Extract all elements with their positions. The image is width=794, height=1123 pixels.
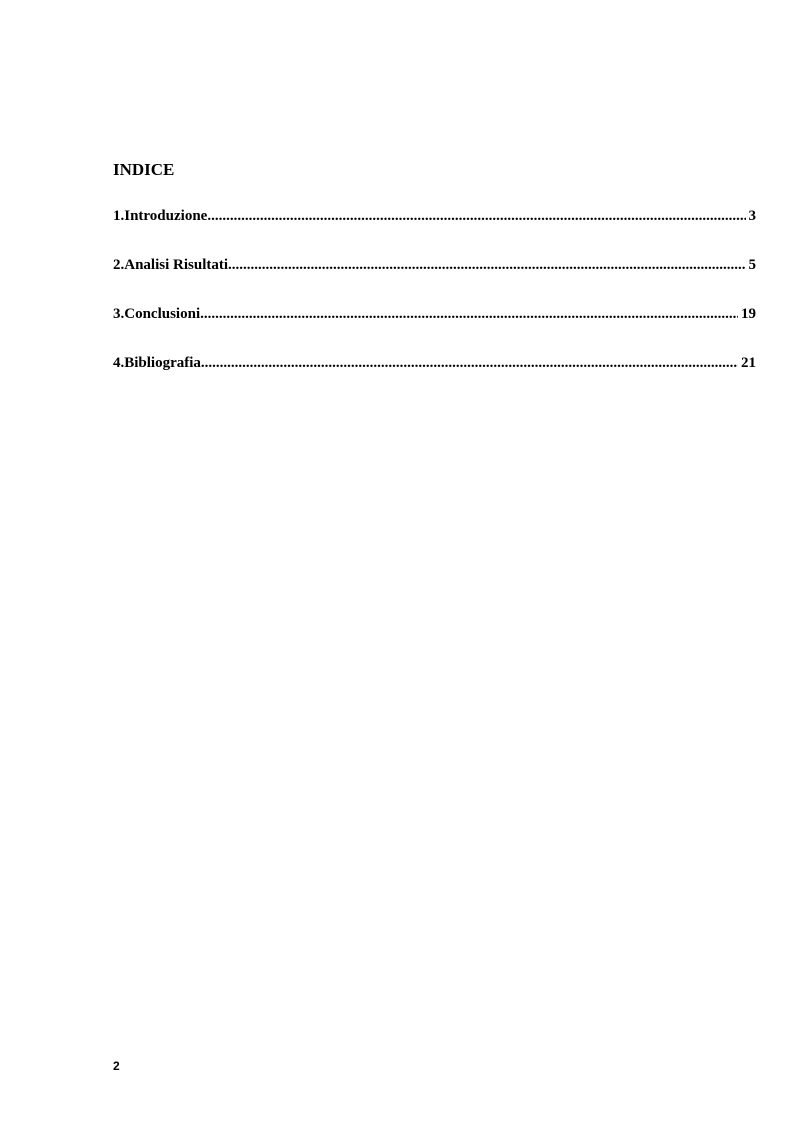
toc-title: INDICE xyxy=(113,160,175,179)
toc-dot-leader xyxy=(228,254,745,276)
toc-entry-label: 3.Conclusioni xyxy=(113,306,201,322)
page-number: 2 xyxy=(113,1059,120,1073)
toc-dot-leader xyxy=(200,303,738,325)
table-of-contents xyxy=(113,205,756,401)
toc-entry-page-number: 5 xyxy=(748,257,756,273)
toc-entry-page-number: 21 xyxy=(741,355,756,371)
toc-entry-label: 1.Introduzione xyxy=(113,208,208,224)
toc-entry-page-number: 3 xyxy=(748,208,756,224)
toc-entry-page-number: 19 xyxy=(741,306,756,322)
toc-entry-bibliografia[interactable] xyxy=(113,352,756,374)
toc-entry-conclusioni[interactable] xyxy=(113,303,756,325)
toc-entry-label: 4.Bibliografia xyxy=(113,355,201,371)
toc-dot-leader xyxy=(201,352,738,374)
toc-dot-leader xyxy=(207,205,745,227)
toc-entry-introduzione[interactable] xyxy=(113,205,756,227)
toc-entry-label: 2.Analisi Risultati xyxy=(113,257,229,273)
toc-entry-analisi-risultati[interactable] xyxy=(113,254,756,276)
